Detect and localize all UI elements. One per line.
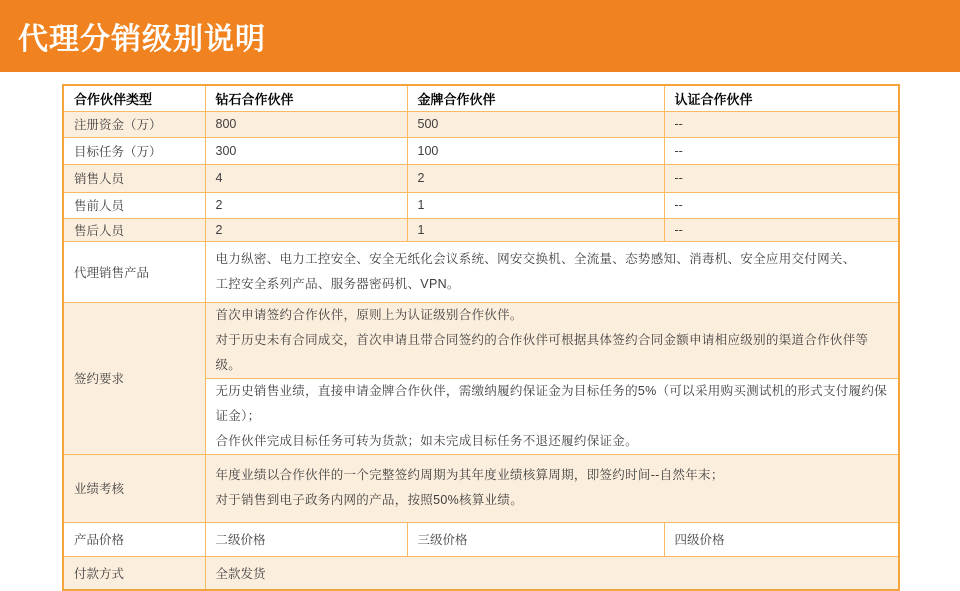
row-label: 注册资金（万） bbox=[63, 111, 205, 137]
cell-value: 1 bbox=[407, 218, 664, 241]
row-label: 售后人员 bbox=[63, 218, 205, 241]
row-label: 目标任务（万） bbox=[63, 137, 205, 164]
cell-value: -- bbox=[664, 137, 899, 164]
header-partner-type: 合作伙伴类型 bbox=[63, 85, 205, 111]
cell-price-tier-4: 四级价格 bbox=[664, 522, 899, 556]
cell-value: 2 bbox=[407, 164, 664, 192]
row-sales-staff bbox=[63, 164, 899, 192]
cell-signing-first-apply bbox=[205, 302, 899, 378]
row-registered-capital bbox=[63, 111, 899, 137]
cell-value: -- bbox=[664, 111, 899, 137]
cell-assessment bbox=[205, 454, 899, 522]
cell-price-tier-3: 三级价格 bbox=[407, 522, 664, 556]
header-certified-partner: 认证合作伙伴 bbox=[664, 85, 899, 111]
table-header-row bbox=[63, 85, 899, 111]
row-product-price bbox=[63, 522, 899, 556]
row-label: 销售人员 bbox=[63, 164, 205, 192]
row-label: 付款方式 bbox=[63, 556, 205, 590]
row-label: 签约要求 bbox=[63, 302, 205, 454]
cell-value: 2 bbox=[205, 192, 407, 218]
header-diamond-partner: 钻石合作伙伴 bbox=[205, 85, 407, 111]
row-label: 售前人员 bbox=[63, 192, 205, 218]
cell-value: 300 bbox=[205, 137, 407, 164]
row-label: 产品价格 bbox=[63, 522, 205, 556]
header-gold-partner: 金牌合作伙伴 bbox=[407, 85, 664, 111]
row-target-task bbox=[63, 137, 899, 164]
page-title: 代理分销级别说明 bbox=[18, 23, 266, 56]
signing-b-line-2: 合作伙伴完成目标任务可转为货款；如未完成目标任务不退还履约保证金。 bbox=[215, 433, 638, 448]
cell-value: -- bbox=[664, 192, 899, 218]
row-label: 代理销售产品 bbox=[63, 241, 205, 302]
products-line-1: 电力纵密、电力工控安全、安全无纸化会议系统、网安交换机、全流量、态势感知、消毒机、安全应用交付网关、 bbox=[215, 251, 856, 266]
cell-price-tier-2: 二级价格 bbox=[205, 522, 407, 556]
assessment-line-1: 年度业绩以合作伙伴的一个完整签约周期为其年度业绩核算周期，即签约时间--自然年末； bbox=[215, 468, 724, 482]
cell-value: 1 bbox=[407, 192, 664, 218]
row-payment-method bbox=[63, 556, 899, 590]
products-line-2: 工控安全系列产品、服务器密码机、VPN。 bbox=[215, 276, 460, 291]
signing-a-line-1: 首次申请签约合作伙伴，原则上为认证级别合作伙伴。 bbox=[215, 307, 523, 322]
row-aftersales-staff bbox=[63, 218, 899, 241]
partner-level-table bbox=[62, 84, 900, 591]
cell-payment-value: 全款发货 bbox=[205, 556, 899, 590]
signing-a-line-2: 对于历史未有合同成交，首次申请且带合同签约的合作伙伴可根据具体签约合同金额申请相应级别的渠道合作伙伴等级。 bbox=[215, 332, 869, 372]
row-signing-requirements-a bbox=[63, 302, 899, 378]
cell-value: 4 bbox=[205, 164, 407, 192]
cell-value: -- bbox=[664, 218, 899, 241]
cell-value: 100 bbox=[407, 137, 664, 164]
cell-value: -- bbox=[664, 164, 899, 192]
cell-value: 2 bbox=[205, 218, 407, 241]
cell-value: 800 bbox=[205, 111, 407, 137]
cell-value: 500 bbox=[407, 111, 664, 137]
row-presales-staff bbox=[63, 192, 899, 218]
row-label: 业绩考核 bbox=[63, 454, 205, 522]
cell-products bbox=[205, 241, 899, 302]
assessment-line-2: 对于销售到电子政务内网的产品，按照50%核算业绩。 bbox=[215, 493, 524, 507]
row-performance-assessment bbox=[63, 454, 899, 522]
signing-b-line-1: 无历史销售业绩，直接申请金牌合作伙伴，需缴纳履约保证金为目标任务的5%（可以采用购买测试机的形式支付履约保证金）； bbox=[215, 383, 887, 423]
row-agency-products bbox=[63, 241, 899, 302]
cell-signing-no-history bbox=[205, 378, 899, 454]
